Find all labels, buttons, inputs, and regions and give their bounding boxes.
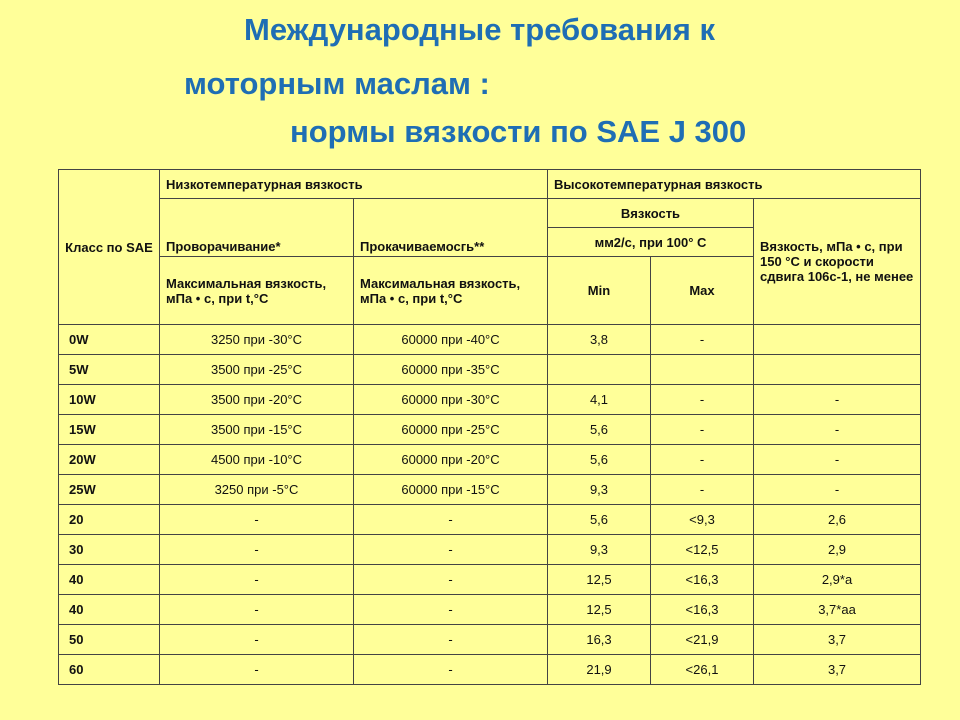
- header-max-viscosity-cranking: Максимальная вязкость, мПа • с, при t,°С: [160, 257, 354, 325]
- max-viscosity-cell: -: [651, 385, 754, 415]
- max-viscosity-cell: -: [651, 475, 754, 505]
- max-viscosity-cell: <9,3: [651, 505, 754, 535]
- cranking-cell: 3500 при -20°С: [160, 385, 354, 415]
- hths-cell: -: [754, 385, 921, 415]
- header-high-temp-viscosity: Высокотемпературная вязкость: [548, 170, 921, 199]
- table-row: [59, 535, 921, 565]
- hths-cell: [754, 325, 921, 355]
- sae-class-cell: 0W: [59, 325, 160, 355]
- max-viscosity-cell: <12,5: [651, 535, 754, 565]
- header-viscosity-units: мм2/с, при 100° С: [548, 228, 754, 257]
- pumping-cell: 60000 при -15°С: [354, 475, 548, 505]
- pumping-cell: 60000 при -25°С: [354, 415, 548, 445]
- table-row: [59, 415, 921, 445]
- table-row: [59, 595, 921, 625]
- min-viscosity-cell: 16,3: [548, 625, 651, 655]
- sae-class-cell: 15W: [59, 415, 160, 445]
- hths-cell: 3,7: [754, 655, 921, 685]
- max-viscosity-cell: <16,3: [651, 595, 754, 625]
- min-viscosity-cell: 21,9: [548, 655, 651, 685]
- table-body: [59, 325, 921, 685]
- cranking-cell: -: [160, 505, 354, 535]
- min-viscosity-cell: 12,5: [548, 565, 651, 595]
- table-row: [59, 475, 921, 505]
- hths-cell: [754, 355, 921, 385]
- hths-cell: 3,7: [754, 625, 921, 655]
- cranking-cell: 3500 при -15°С: [160, 415, 354, 445]
- hths-cell: 2,9*a: [754, 565, 921, 595]
- pumping-cell: 60000 при -40°С: [354, 325, 548, 355]
- sae-class-cell: 20: [59, 505, 160, 535]
- pumping-cell: -: [354, 625, 548, 655]
- hths-cell: -: [754, 415, 921, 445]
- hths-cell: -: [754, 475, 921, 505]
- sae-class-cell: 20W: [59, 445, 160, 475]
- sae-class-cell: 40: [59, 595, 160, 625]
- cranking-cell: -: [160, 655, 354, 685]
- header-kinematic-viscosity: Вязкость: [548, 199, 754, 228]
- max-viscosity-cell: [651, 355, 754, 385]
- table-row: [59, 625, 921, 655]
- min-viscosity-cell: 9,3: [548, 535, 651, 565]
- hths-cell: 3,7*aa: [754, 595, 921, 625]
- table-row: [59, 385, 921, 415]
- sae-class-cell: 5W: [59, 355, 160, 385]
- min-viscosity-cell: [548, 355, 651, 385]
- header-min: Min: [548, 257, 651, 325]
- hths-cell: -: [754, 445, 921, 475]
- table-row: [59, 445, 921, 475]
- sae-class-cell: 30: [59, 535, 160, 565]
- sae-class-cell: 10W: [59, 385, 160, 415]
- cranking-cell: 3250 при -5°С: [160, 475, 354, 505]
- pumping-cell: 60000 при -20°С: [354, 445, 548, 475]
- min-viscosity-cell: 9,3: [548, 475, 651, 505]
- header-max-viscosity-pumping: Максимальная вязкость, мПа • с, при t,°С: [354, 257, 548, 325]
- table-row: [59, 505, 921, 535]
- cranking-cell: 4500 при -10°С: [160, 445, 354, 475]
- header-cranking: Проворачивание*: [160, 199, 354, 257]
- cranking-cell: -: [160, 565, 354, 595]
- min-viscosity-cell: 5,6: [548, 415, 651, 445]
- cranking-cell: -: [160, 625, 354, 655]
- title-line-2: моторным маслам :: [184, 66, 490, 101]
- max-viscosity-cell: <21,9: [651, 625, 754, 655]
- pumping-cell: -: [354, 595, 548, 625]
- title-line-1: Международные требования к: [244, 12, 716, 47]
- hths-cell: 2,6: [754, 505, 921, 535]
- header-pumping: Прокачиваемосгь**: [354, 199, 548, 257]
- header-hths-viscosity: Вязкость, мПа • с, при 150 °С и скорости сдвига 106с-1, не менее: [754, 199, 921, 325]
- min-viscosity-cell: 5,6: [548, 445, 651, 475]
- max-viscosity-cell: -: [651, 325, 754, 355]
- pumping-cell: -: [354, 505, 548, 535]
- cranking-cell: -: [160, 595, 354, 625]
- cranking-cell: 3250 при -30°С: [160, 325, 354, 355]
- sae-class-cell: 25W: [59, 475, 160, 505]
- max-viscosity-cell: <26,1: [651, 655, 754, 685]
- header-max: Max: [651, 257, 754, 325]
- slide-title: [0, 0, 960, 160]
- title-line-3: нормы вязкости по SAE J 300: [290, 114, 747, 149]
- cranking-cell: 3500 при -25°С: [160, 355, 354, 385]
- pumping-cell: -: [354, 655, 548, 685]
- min-viscosity-cell: 3,8: [548, 325, 651, 355]
- header-sae-class: Класс по SAE: [59, 170, 160, 325]
- table-row: [59, 655, 921, 685]
- pumping-cell: 60000 при -35°С: [354, 355, 548, 385]
- sae-class-cell: 50: [59, 625, 160, 655]
- cranking-cell: -: [160, 535, 354, 565]
- hths-cell: 2,9: [754, 535, 921, 565]
- max-viscosity-cell: -: [651, 415, 754, 445]
- pumping-cell: -: [354, 565, 548, 595]
- max-viscosity-cell: <16,3: [651, 565, 754, 595]
- sae-class-cell: 60: [59, 655, 160, 685]
- table-row: [59, 355, 921, 385]
- max-viscosity-cell: -: [651, 445, 754, 475]
- table-row: [59, 325, 921, 355]
- table-row: [59, 565, 921, 595]
- min-viscosity-cell: 5,6: [548, 505, 651, 535]
- pumping-cell: -: [354, 535, 548, 565]
- header-low-temp-viscosity: Низкотемпературная вязкость: [160, 170, 548, 199]
- sae-class-cell: 40: [59, 565, 160, 595]
- pumping-cell: 60000 при -30°С: [354, 385, 548, 415]
- min-viscosity-cell: 4,1: [548, 385, 651, 415]
- sae-viscosity-table: [58, 169, 921, 685]
- min-viscosity-cell: 12,5: [548, 595, 651, 625]
